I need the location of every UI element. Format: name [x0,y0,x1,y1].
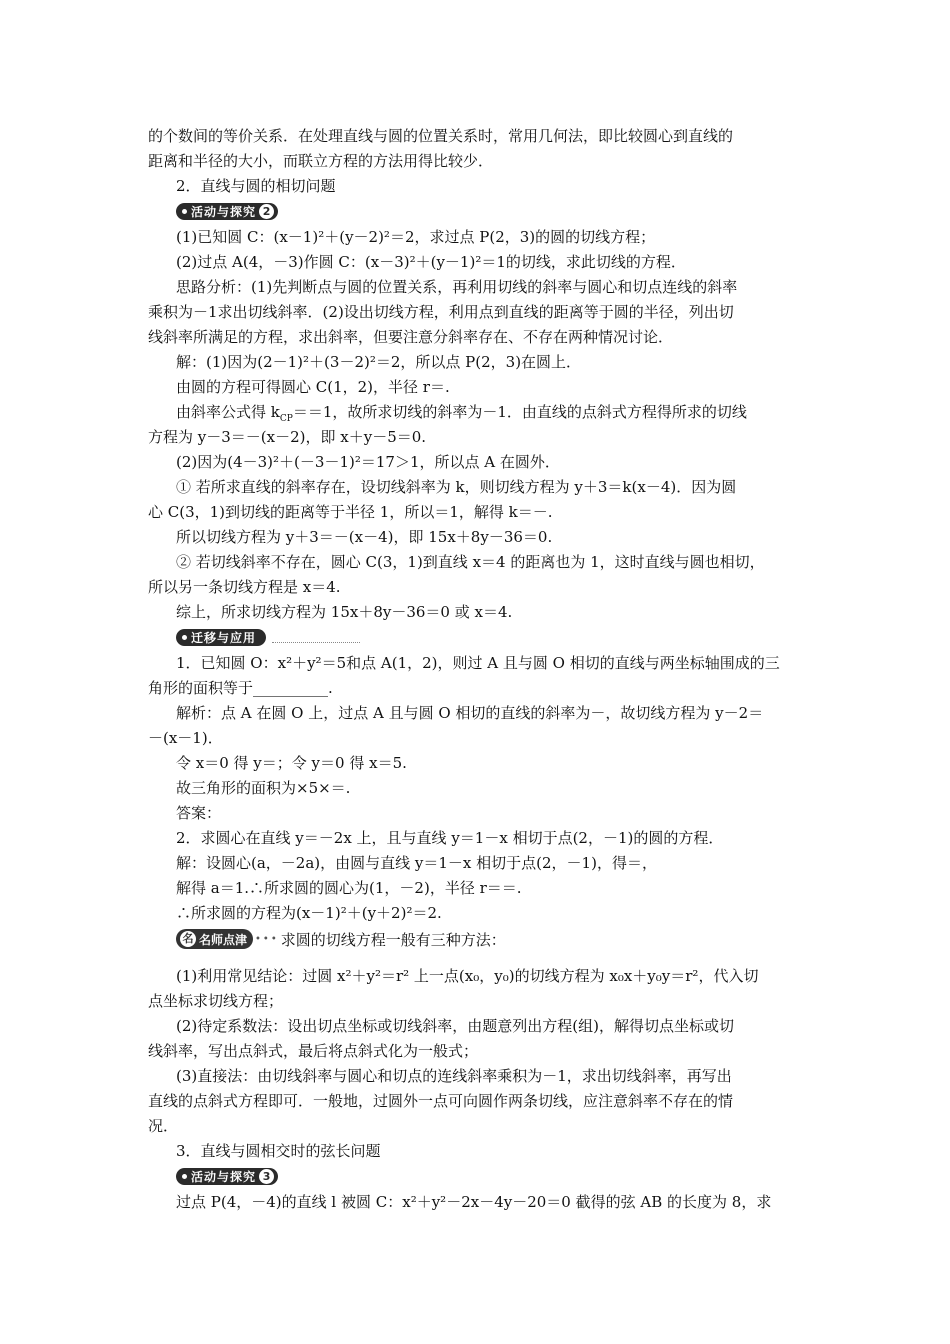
text-line: (3)直接法：由切线斜率与圆心和切点的连线斜率乘积为－1，求出切线斜率，再写出 [176,1067,732,1085]
teacher-tip-badge [176,929,253,949]
bullet-icon [182,1174,187,1179]
activity-pill [176,203,278,220]
activity-pill [176,1168,278,1185]
text-line: 距离和半径的大小，而联立方程的方法用得比较少． [148,152,494,170]
apply-banner [176,626,808,648]
text-line: 所以切线方程为 y＋3＝－(x－4)，即 15x＋8y－36＝0. [176,528,553,546]
dots-decoration: ••• [255,933,279,945]
text-line: 的个数间的等价关系．在处理直线与圆的位置关系时，常用几何法，即比较圆心到直线的 [148,127,734,145]
text-line: －(x－1)． [148,729,223,747]
text-line: 所以另一条切线方程是 x＝4. [148,578,341,596]
teacher-tip-label: 名师点津 [199,932,248,947]
section-heading: 2．直线与圆的相切问题 [176,177,336,195]
section-heading: 3．直线与圆相交时的弦长问题 [176,1142,381,1160]
text-line: 过点 P(4，－4)的直线 l 被圆 C：x²＋y²－2x－4y－20＝0 截得的弦 AB 的长度为 8，求 [176,1193,772,1211]
text-line: 由圆的方程可得圆心 C(1，2)，半径 r＝. [176,378,450,396]
text-line: 1．已知圆 O：x²＋y²＝5和点 A(1，2)，则过 A 且与圆 O 相切的直线与两坐标轴围成的三 [176,654,780,672]
text-line: 点坐标求切线方程； [148,992,284,1010]
text-line: 线斜率所满足的方程，求出斜率，但要注意分斜率存在、不存在两种情况讨论． [148,328,674,346]
text-line: ② 若切线斜率不存在，圆心 C(3，1)到直线 x＝4 的距离也为 1，这时直线与圆也相切， [176,553,765,571]
activity-number: 2 [259,204,274,219]
text-line: (2)过点 A(4，－3)作圆 C：(x－3)²＋(y－1)²＝1的切线，求此切线的方程． [176,253,686,271]
text-line: 解：设圆心(a，－2a)，由圆与直线 y＝1－x 相切于点(2，－1)，得＝， [176,854,657,872]
activity-banner-3 [176,1165,808,1187]
text-line: (1)已知圆 C：(x－1)²＋(y－2)²＝2，求过点 P(2，3)的圆的切线方程； [176,228,656,246]
activity-label: 活动与探究 [191,1169,257,1184]
text-line: 解析：点 A 在圆 O 上，过点 A 且与圆 O 相切的直线的斜率为－，故切线方程为 y－2＝ [176,704,764,722]
subscript: CP [279,414,293,424]
text-line: 故三角形的面积为×5×＝. [176,779,351,797]
teacher-tip-row [148,926,808,952]
text-line: 综上，所求切线方程为 15x＋8y－36＝0 或 x＝4. [176,603,513,621]
dotted-divider [272,632,360,643]
teacher-tip-circle: 名 [180,931,196,947]
text-line: (2)因为(4－3)²＋(－3－1)²＝17＞1，所以点 A 在圆外． [176,453,560,471]
bullet-icon [182,209,187,214]
spacer [148,952,808,964]
text-line: 角形的面积等于__________. [148,679,333,697]
text-line: 线斜率，写出点斜式，最后将点斜式化为一般式； [148,1042,479,1060]
text-line: 直线的点斜式方程即可．一般地，过圆外一点可向圆作两条切线，应注意斜率不存在的情 [148,1092,734,1110]
text-line: 令 x＝0 得 y＝；令 y＝0 得 x＝5. [176,754,407,772]
text-fragment: 由斜率公式得 k [176,403,280,421]
text-line: 思路分析：(1)先判断点与圆的位置关系，再利用切线的斜率与圆心和切点连线的斜率 [176,278,738,296]
text-line: 解：(1)因为(2－1)²＋(3－2)²＝2，所以点 P(2，3)在圆上． [176,353,582,371]
page-content [148,124,808,1215]
text-line: ① 若所求直线的斜率存在，设切线斜率为 k，则切线方程为 y＋3＝k(x－4)．因为圆 [176,478,737,496]
apply-pill [176,629,266,646]
teacher-tip-text: 求圆的切线方程一般有三种方法： [280,930,506,949]
text-line: 况． [148,1117,179,1135]
text-line: 答案： [176,804,222,822]
text-line [148,400,808,425]
text-fragment: ＝＝1，故所求切线的斜率为－1．由直线的点斜式方程得所求的切线 [292,403,747,421]
apply-label: 迁移与应用 [191,630,257,645]
text-line: 解得 a＝1.∴所求圆的圆心为(1，－2)，半径 r＝＝. [176,879,522,897]
activity-label: 活动与探究 [191,204,257,219]
activity-number: 3 [259,1169,274,1184]
activity-banner-2 [176,200,808,222]
text-line: (2)待定系数法：设出切点坐标或切线斜率，由题意列出方程(组)，解得切点坐标或切 [176,1017,734,1035]
text-line: 2．求圆心在直线 y＝－2x 上，且与直线 y＝1－x 相切于点(2，－1)的圆的方程． [176,829,724,847]
bullet-icon [182,635,187,640]
text-line: ∴所求圆的方程为(x－1)²＋(y＋2)²＝2. [176,904,442,922]
text-line: 方程为 y－3＝－(x－2)，即 x＋y－5＝0. [148,428,427,446]
text-line: 心 C(3，1)到切线的距离等于半径 1，所以＝1，解得 k＝－. [148,503,553,521]
text-line: (1)利用常见结论：过圆 x²＋y²＝r² 上一点(x₀，y₀)的切线方程为 x₀x＋y₀y＝r²，代入切 [176,967,759,985]
text-line: 乘积为－1求出切线斜率．(2)设出切线方程，利用点到直线的距离等于圆的半径，列出切 [148,303,734,321]
